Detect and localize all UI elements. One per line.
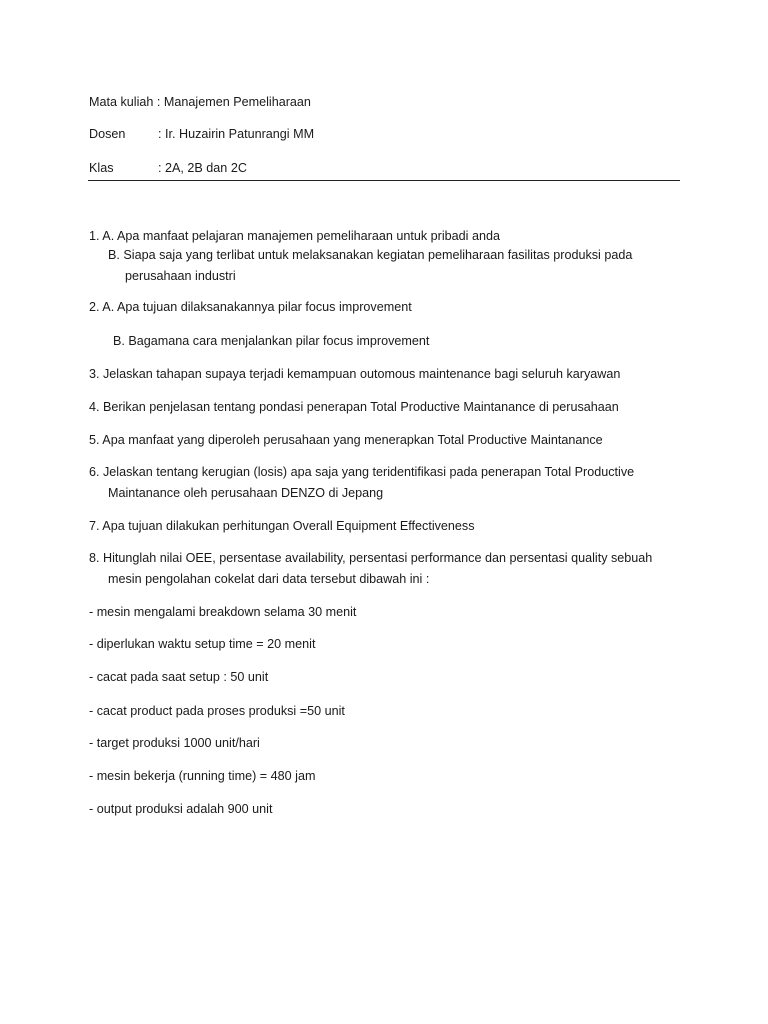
question-8-line-1: 8. Hitunglah nilai OEE, persentase availability, persentasi performance dan persentasi quality sebuah bbox=[89, 551, 653, 565]
question-1b-line-1: B. Siapa saja yang terlibat untuk melaksanakan kegiatan pemeliharaan fasilitas produksi pada bbox=[108, 248, 633, 262]
data-item-process-defects: - cacat product pada proses produksi =50 unit bbox=[89, 704, 345, 718]
data-item-breakdown: - mesin mengalami breakdown selama 30 menit bbox=[89, 605, 357, 619]
data-item-running-time: - mesin bekerja (running time) = 480 jam bbox=[89, 769, 316, 783]
class-row bbox=[89, 160, 247, 176]
lecturer-value: : Ir. Huzairin Patunrangi MM bbox=[158, 127, 315, 141]
lecturer-label: Dosen bbox=[89, 127, 126, 141]
question-8-line-2: mesin pengolahan cokelat dari data tersebut dibawah ini : bbox=[108, 572, 430, 586]
question-7: 7. Apa tujuan dilakukan perhitungan Overall Equipment Effectiveness bbox=[89, 519, 475, 533]
class-value: : 2A, 2B dan 2C bbox=[158, 161, 247, 175]
class-label: Klas bbox=[89, 161, 114, 175]
question-4: 4. Berikan penjelasan tentang pondasi penerapan Total Productive Maintanance di perusahaan bbox=[89, 400, 619, 414]
question-6-line-1: 6. Jelaskan tentang kerugian (losis) apa saja yang teridentifikasi pada penerapan Total Productive bbox=[89, 465, 635, 479]
course-title: Mata kuliah : Manajemen Pemeliharaan bbox=[89, 95, 311, 109]
header-divider bbox=[88, 180, 680, 181]
data-item-output: - output produksi adalah 900 unit bbox=[89, 802, 273, 816]
question-2b: B. Bagamana cara menjalankan pilar focus improvement bbox=[113, 334, 430, 348]
question-1b-line-2: perusahaan industri bbox=[125, 269, 236, 283]
data-item-target: - target produksi 1000 unit/hari bbox=[89, 736, 260, 750]
question-1a: 1. A. Apa manfaat pelajaran manajemen pemeliharaan untuk pribadi anda bbox=[89, 229, 500, 243]
question-3: 3. Jelaskan tahapan supaya terjadi kemampuan outomous maintenance bagi seluruh karyawan bbox=[89, 367, 621, 381]
question-5: 5. Apa manfaat yang diperoleh perusahaan yang menerapkan Total Productive Maintanance bbox=[89, 433, 603, 447]
lecturer-row bbox=[89, 126, 314, 142]
data-item-setup-defects: - cacat pada saat setup : 50 unit bbox=[89, 670, 269, 684]
question-2a: 2. A. Apa tujuan dilaksanakannya pilar focus improvement bbox=[89, 300, 412, 314]
question-6-line-2: Maintanance oleh perusahaan DENZO di Jepang bbox=[108, 486, 384, 500]
data-item-setup-time: - diperlukan waktu setup time = 20 menit bbox=[89, 637, 316, 651]
